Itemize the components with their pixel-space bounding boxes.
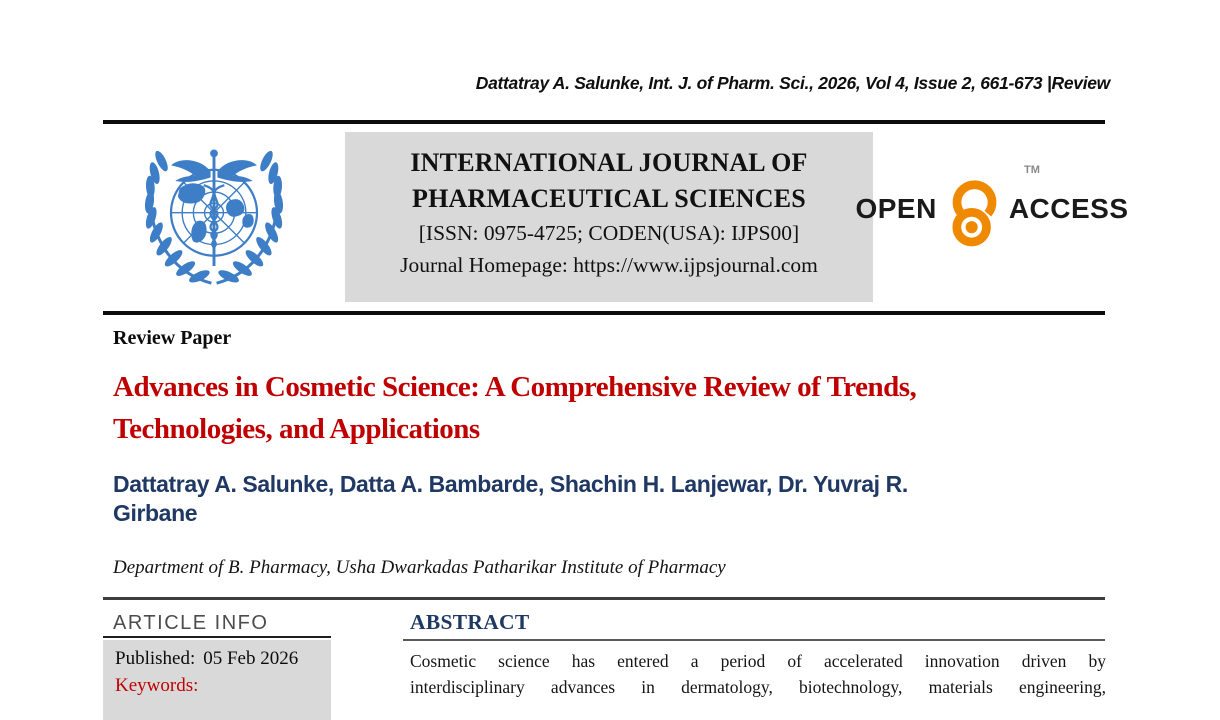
published-row bbox=[115, 645, 331, 672]
abstract-underline bbox=[403, 639, 1105, 641]
article-title-line2: Technologies, and Applications bbox=[113, 413, 480, 445]
abstract-line1: Cosmetic science has entered a period of accelerated innovation driven by bbox=[410, 651, 1106, 671]
trademark-label: TM bbox=[1024, 164, 1040, 176]
journal-title-line1: INTERNATIONAL JOURNAL OF bbox=[410, 148, 808, 177]
keywords-label: Keywords: bbox=[115, 675, 199, 696]
abstract-text bbox=[410, 648, 1106, 700]
article-info-underline bbox=[103, 636, 331, 638]
article-affiliation: Department of B. Pharmacy, Usha Dwarkadas Patharikar Institute of Pharmacy bbox=[113, 557, 726, 578]
open-access-logo bbox=[855, 158, 1129, 260]
open-lock-icon bbox=[942, 163, 1004, 259]
journal-homepage-link[interactable]: Journal Homepage: https://www.ijpsjournal.com bbox=[400, 253, 818, 277]
top-divider bbox=[103, 120, 1105, 124]
journal-title-box bbox=[345, 132, 873, 302]
published-label: Published: bbox=[115, 648, 196, 669]
published-date: 05 Feb 2026 bbox=[203, 648, 299, 669]
running-head-citation: Dattatray A. Salunke, Int. J. of Pharm. Sci., 2026, Vol 4, Issue 2, 661-673 |Review bbox=[475, 73, 1110, 93]
article-type-label: Review Paper bbox=[113, 327, 232, 349]
journal-issn-line: [ISSN: 0975-4725; CODEN(USA): IJPS00] bbox=[418, 221, 800, 245]
authors-line1: Dattatray A. Salunke, Datta A. Bambarde, Shachin H. Lanjewar, Dr. Yuvraj R. bbox=[113, 471, 908, 497]
article-authors bbox=[113, 470, 1123, 528]
open-label: OPEN bbox=[855, 193, 937, 224]
section-divider bbox=[103, 597, 1105, 600]
journal-title-line2: PHARMACEUTICAL SCIENCES bbox=[412, 184, 806, 213]
journal-emblem-logo bbox=[128, 131, 300, 303]
authors-line2: Girbane bbox=[113, 500, 198, 526]
masthead-divider bbox=[103, 311, 1105, 315]
abstract-line2: interdisciplinary advances in dermatology, biotechnology, materials engineering, bbox=[410, 677, 1106, 697]
abstract-heading: ABSTRACT bbox=[410, 610, 530, 634]
access-label: ACCESS bbox=[1008, 193, 1129, 224]
article-info-heading: ARTICLE INFO bbox=[113, 612, 269, 634]
article-title-line1: Advances in Cosmetic Science: A Comprehensive Review of Trends, bbox=[113, 371, 917, 403]
article-title bbox=[113, 366, 1123, 450]
article-info-panel bbox=[103, 640, 331, 720]
